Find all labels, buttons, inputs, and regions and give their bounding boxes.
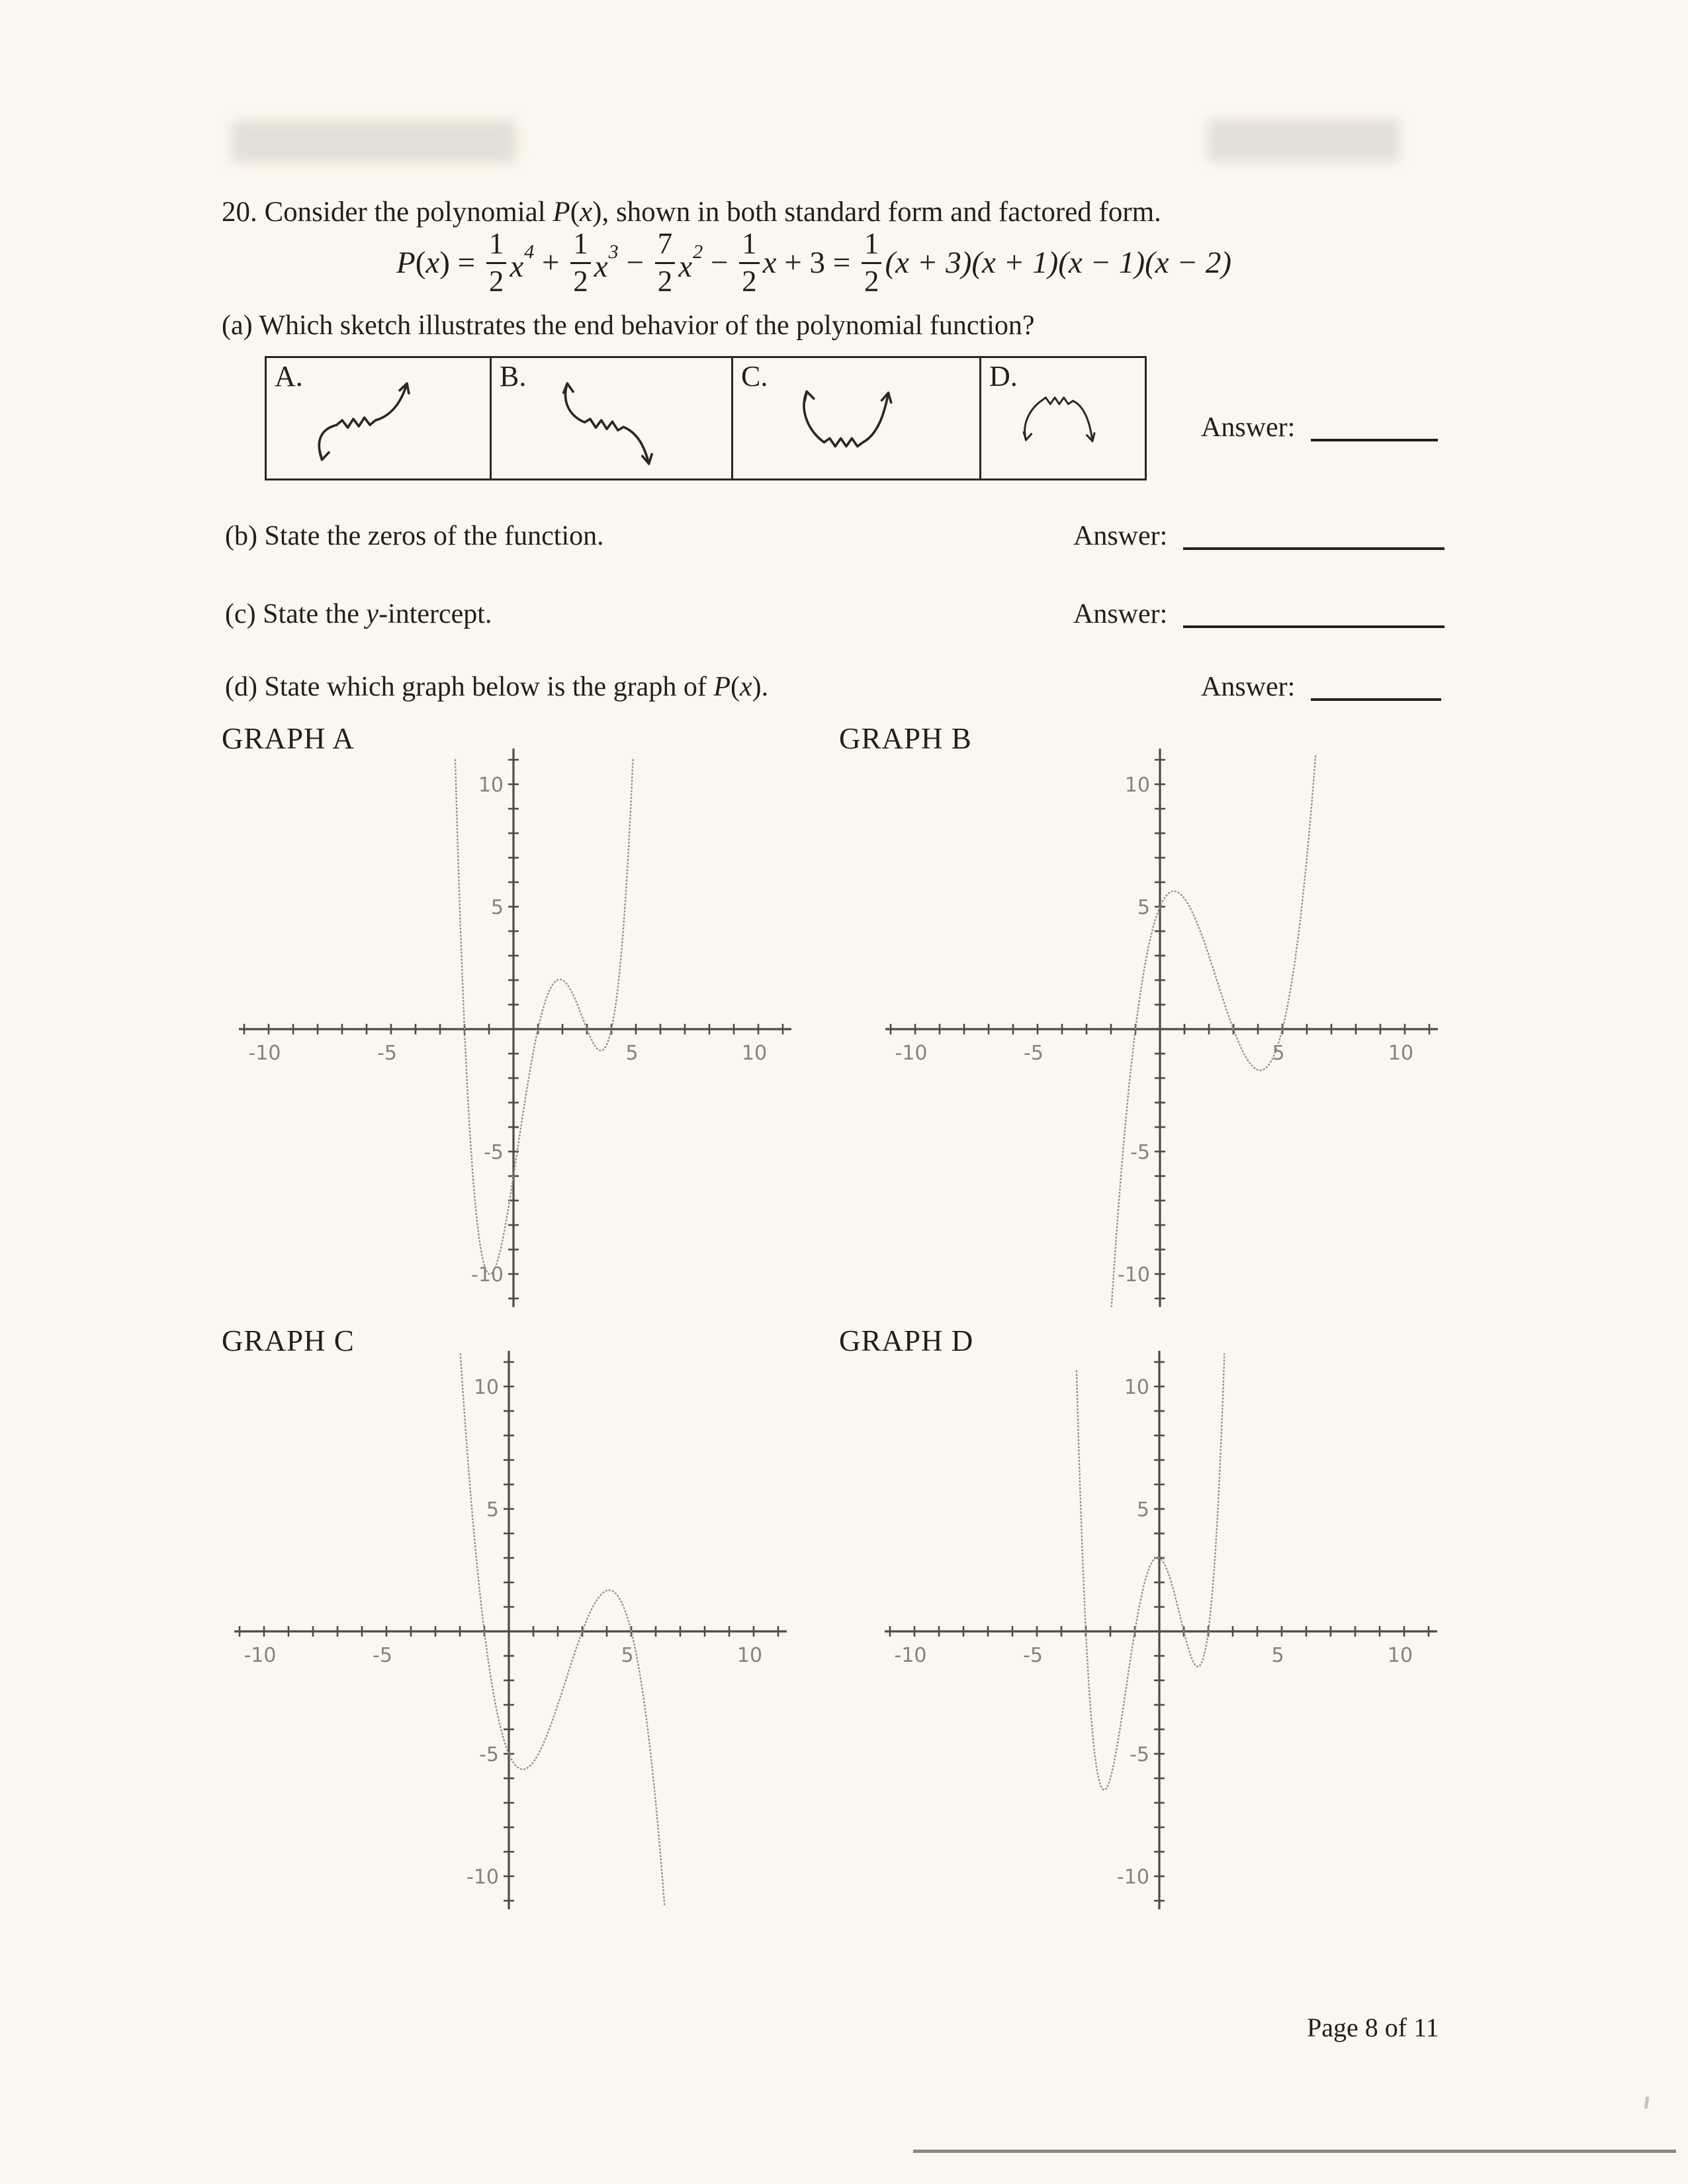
graph-a-plot xyxy=(236,731,798,1314)
svg-text:-5: -5 xyxy=(479,1743,499,1766)
end-behavior-option-c xyxy=(733,358,981,478)
svg-text:10: 10 xyxy=(1124,774,1150,797)
answer-row-c xyxy=(1073,598,1444,630)
graph-d-plot xyxy=(881,1334,1444,1916)
part-d-prompt: (d) State which graph below is the graph of P(x). xyxy=(225,672,769,702)
svg-text:10: 10 xyxy=(1388,1042,1414,1065)
svg-text:-10: -10 xyxy=(895,1042,928,1065)
part-b-prompt: (b) State the zeros of the function. xyxy=(225,521,604,551)
svg-text:5: 5 xyxy=(490,896,504,919)
svg-text:10: 10 xyxy=(478,774,504,797)
answer-a-label: Answer: xyxy=(1201,412,1296,443)
svg-text:-10: -10 xyxy=(466,1866,499,1889)
svg-text:5: 5 xyxy=(1272,1042,1285,1065)
answer-row-d xyxy=(1201,671,1441,703)
page-number-footer: Page 8 of 11 xyxy=(1307,2013,1439,2042)
svg-text:5: 5 xyxy=(1271,1644,1284,1667)
graph-a-title: GRAPH A xyxy=(222,722,355,755)
part-c-prompt: (c) State the y-intercept. xyxy=(225,599,492,629)
end-behavior-sketch-c-icon xyxy=(733,358,979,478)
graph-b-plot xyxy=(882,731,1444,1314)
question-20-title: 20. Consider the polynomial P(x), shown in both standard form and factored form. xyxy=(222,197,1161,228)
end-behavior-option-b xyxy=(492,358,733,478)
graph-c-title: GRAPH C xyxy=(222,1324,355,1357)
end-behavior-option-d xyxy=(981,358,1145,478)
polynomial-equation: P ( x ) = $\frac{1}{2}$ $x^4$ + $\frac{1}{2}$ $x^3$ − $\frac{7}{2}$ $x^2$ − $\frac{1}{2}$ x + 3 = $\frac{1}{2}$ (x + 3)(x + 1)(x − 1)(x − 2) xyxy=(396,227,1231,298)
svg-text:5: 5 xyxy=(625,1042,639,1065)
answer-row-a xyxy=(1201,412,1438,443)
svg-text:10: 10 xyxy=(1387,1644,1413,1667)
svg-text:10: 10 xyxy=(736,1644,763,1667)
svg-text:-5: -5 xyxy=(1130,1141,1150,1164)
svg-text:-10: -10 xyxy=(894,1644,927,1667)
end-behavior-option-a xyxy=(267,358,492,478)
erased-header-text-right xyxy=(1208,119,1399,161)
scan-artifact-line xyxy=(913,2150,1676,2153)
svg-text:5: 5 xyxy=(486,1498,499,1522)
svg-text:-10: -10 xyxy=(248,1042,281,1065)
svg-text:-5: -5 xyxy=(1023,1644,1043,1667)
svg-text:-5: -5 xyxy=(1130,1743,1149,1766)
answer-c-blank xyxy=(1183,600,1444,628)
svg-text:-10: -10 xyxy=(244,1644,277,1667)
svg-text:-5: -5 xyxy=(373,1644,392,1667)
svg-text:-5: -5 xyxy=(1024,1042,1044,1065)
graph-d-title: GRAPH D xyxy=(839,1324,974,1357)
svg-text:-5: -5 xyxy=(377,1042,397,1065)
part-a-prompt: (a) Which sketch illustrates the end behavior of the polynomial function? xyxy=(222,310,1035,341)
graph-b-title: GRAPH B xyxy=(839,722,972,755)
svg-text:5: 5 xyxy=(621,1644,634,1667)
scan-artifact-mark xyxy=(1644,2097,1649,2109)
option-d-letter: D. xyxy=(989,360,1018,392)
end-behavior-options-box xyxy=(265,356,1147,480)
end-behavior-sketch-b-icon xyxy=(492,358,731,478)
graph-c-plot xyxy=(231,1334,793,1916)
answer-d-blank xyxy=(1311,673,1441,701)
answer-d-label: Answer: xyxy=(1201,672,1296,702)
svg-text:5: 5 xyxy=(1137,896,1150,919)
option-c-letter: C. xyxy=(741,360,768,392)
answer-row-b xyxy=(1073,520,1444,552)
svg-text:10: 10 xyxy=(1124,1376,1149,1399)
erased-header-text-left xyxy=(232,121,516,162)
svg-text:10: 10 xyxy=(473,1376,499,1399)
svg-text:-10: -10 xyxy=(1118,1263,1150,1287)
option-a-letter: A. xyxy=(275,360,303,392)
svg-text:-5: -5 xyxy=(484,1141,504,1164)
answer-b-label: Answer: xyxy=(1073,521,1168,551)
svg-text:-10: -10 xyxy=(1117,1866,1149,1889)
answer-b-blank xyxy=(1183,522,1444,550)
end-behavior-sketch-a-icon xyxy=(267,358,490,478)
svg-text:5: 5 xyxy=(1136,1498,1149,1522)
end-behavior-sketch-d-icon xyxy=(981,358,1145,478)
answer-c-label: Answer: xyxy=(1073,599,1168,629)
svg-text:10: 10 xyxy=(741,1042,768,1065)
option-b-letter: B. xyxy=(500,360,527,392)
svg-text:-10: -10 xyxy=(471,1263,504,1287)
answer-a-blank xyxy=(1311,414,1438,441)
